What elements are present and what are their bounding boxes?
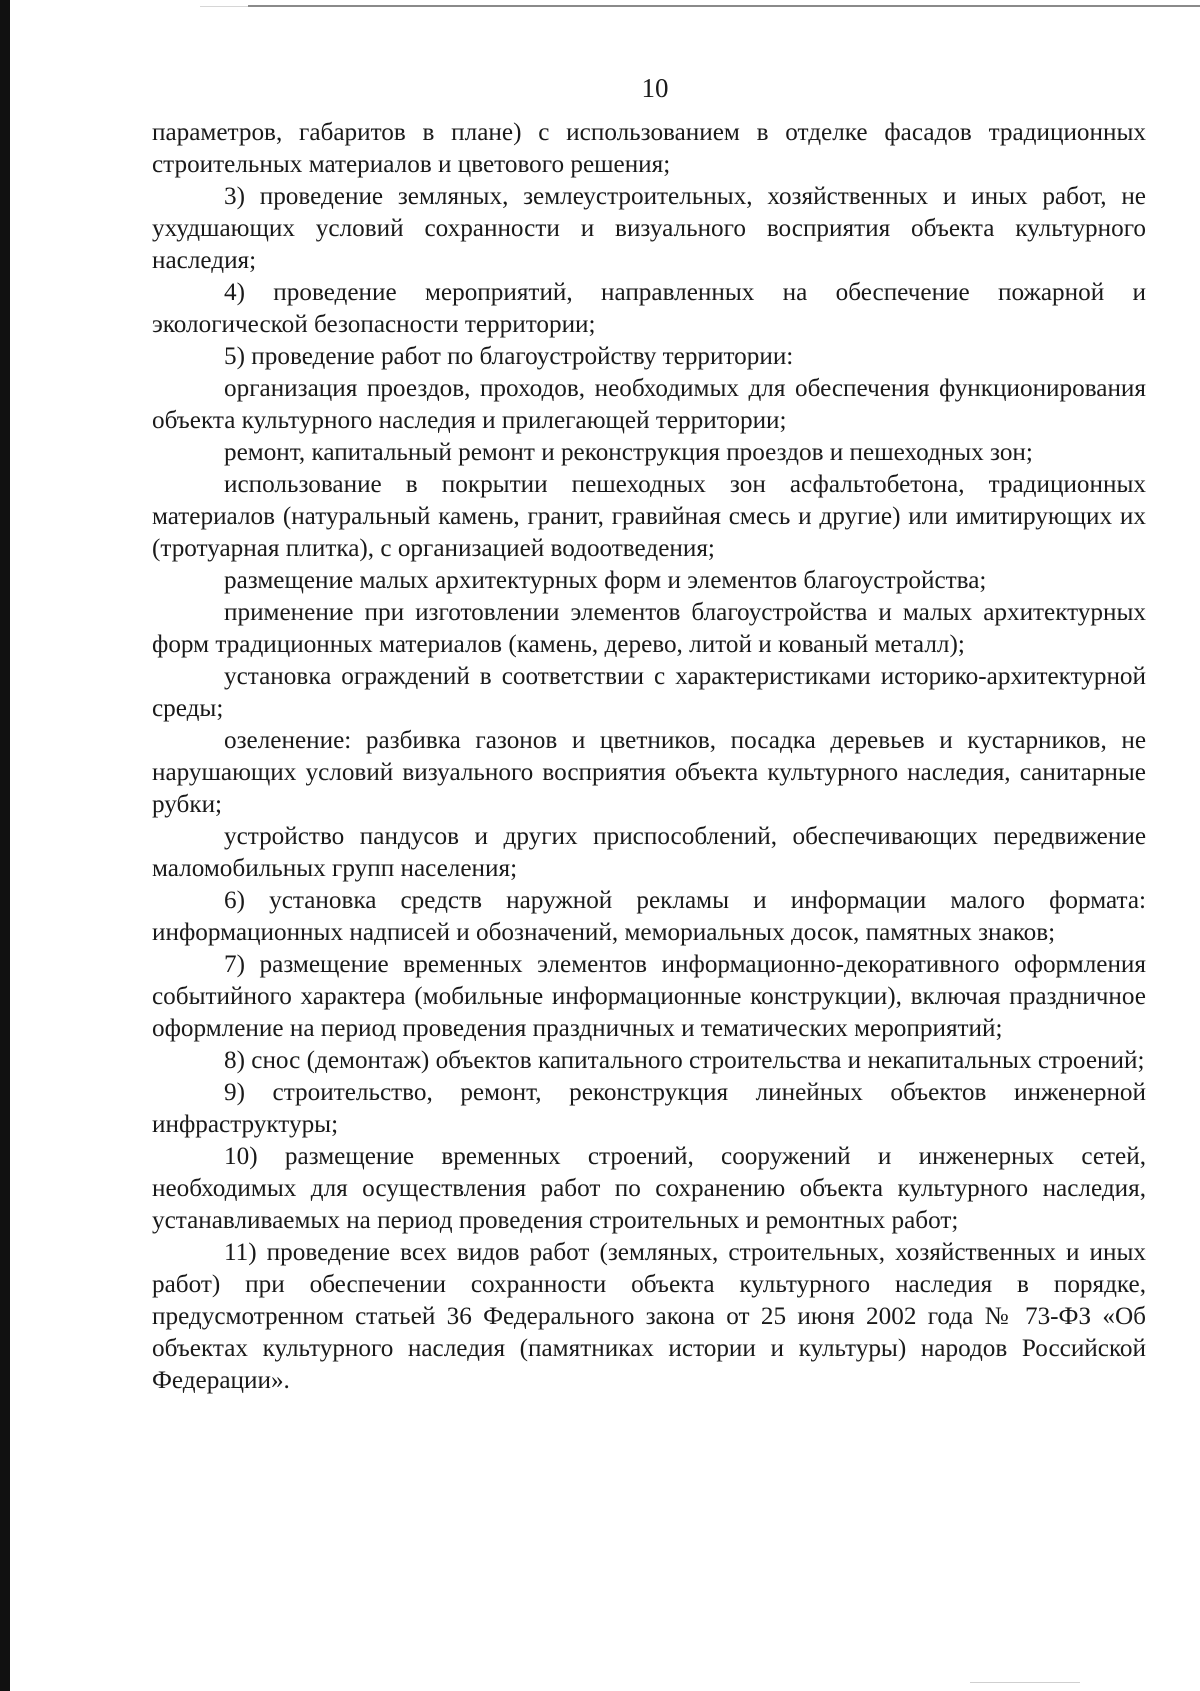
paragraph: 6) установка средств наружной рекламы и информации малого формата: информационных надписей и обозначений, мемориальных досок, памятных знаков; [152,887,1146,946]
scan-artifact-top-faint [200,6,248,7]
scan-artifact-top-line [248,5,1200,7]
paragraph: устройство пандусов и других приспособлений, обеспечивающих передвижение маломобильных групп населения; [152,823,1146,882]
paragraph: 11) проведение всех видов работ (земляных, строительных, хозяйственных и иных работ) при обеспечении сохранности объекта культурного наследия в порядке, предусмотренном статьей 36 Федерального закона от 25 июня 2002 года № 73-ФЗ «Об объектах культурного наследия (памятниках истории и культуры) народов Российской Федерации». [152,1239,1146,1394]
paragraph: параметров, габаритов в плане) с использованием в отделке фасадов традиционных строительных материалов и цветового решения; [152,119,1146,178]
paragraph: 7) размещение временных элементов информационно-декоративного оформления событийного характера (мобильные информационные конструкции), включая праздничное оформление на период проведения праздничных и тематических мероприятий; [152,951,1146,1042]
paragraph: 5) проведение работ по благоустройству территории: [224,343,794,370]
paragraph: размещение малых архитектурных форм и элементов благоустройства; [224,567,987,594]
paragraph: озеленение: разбивка газонов и цветников, посадка деревьев и кустарников, не нарушающих условий визуального восприятия объекта культурного наследия, санитарные рубки; [152,727,1146,818]
paragraph: применение при изготовлении элементов благоустройства и малых архитектурных форм традиционных материалов (камень, дерево, литой и кованый металл); [152,599,1146,658]
paragraph: ремонт, капитальный ремонт и реконструкция проездов и пешеходных зон; [224,439,1033,466]
scan-artifact-bottom-line [970,1682,1080,1683]
paragraph: 9) строительство, ремонт, реконструкция линейных объектов инженерной инфраструктуры; [152,1079,1146,1138]
paragraph: 10) размещение временных строений, сооружений и инженерных сетей, необходимых для осуществления работ по сохранению объекта культурного наследия, устанавливаемых на период проведения строительных и ремонтных работ; [152,1143,1146,1234]
scan-border-left [0,0,10,1691]
page-number: 10 [641,73,669,103]
paragraph: организация проездов, проходов, необходимых для обеспечения функционирования объекта культурного наследия и прилегающей территории; [152,375,1146,434]
paragraph: использование в покрытии пешеходных зон асфальтобетона, традиционных материалов (натуральный камень, гранит, гравийная смесь и другие) или имитирующих их (тротуарная плитка), с организацией водоотведения; [152,471,1146,562]
document-body [152,117,1146,1397]
paragraph: 4) проведение мероприятий, направленных на обеспечение пожарной и экологической безопасности территории; [152,279,1146,338]
paragraph: установка ограждений в соответствии с характеристиками историко-архитектурной среды; [152,663,1146,722]
paragraph: 8) снос (демонтаж) объектов капитального строительства и некапитальных строений; [224,1047,1145,1074]
paragraph: 3) проведение земляных, землеустроительных, хозяйственных и иных работ, не ухудшающих условий сохранности и визуального восприятия объекта культурного наследия; [152,183,1146,274]
